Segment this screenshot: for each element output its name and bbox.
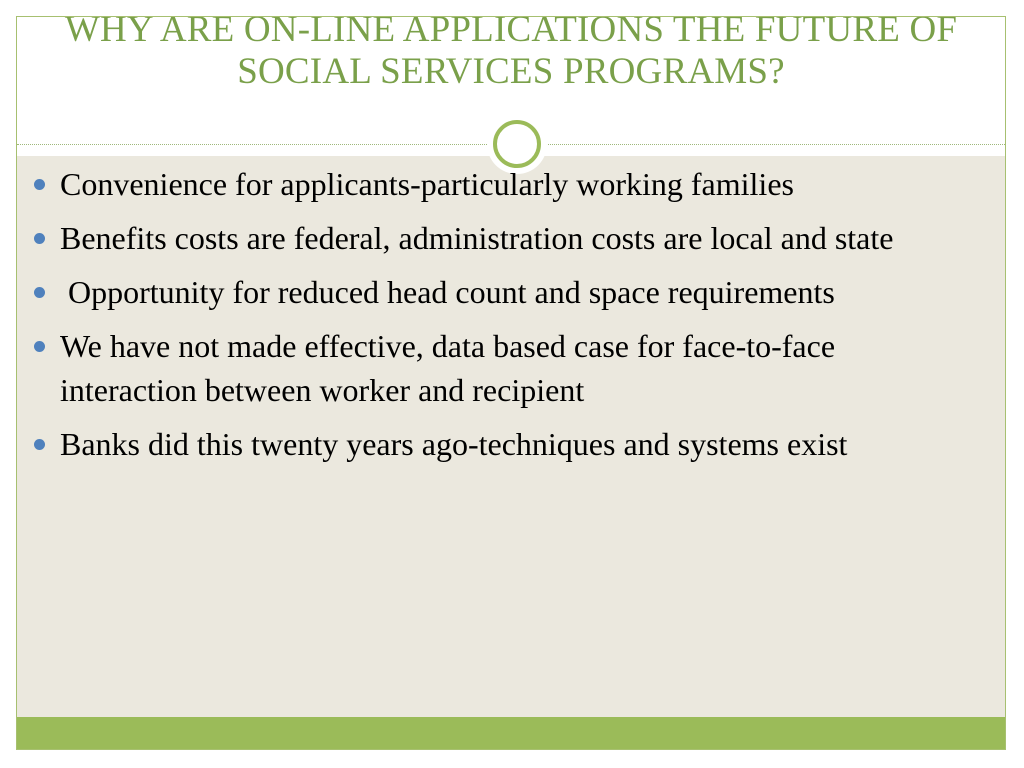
bullet-text: Convenience for applicants-particularly working families	[60, 166, 794, 202]
bullet-item	[34, 270, 979, 314]
slide-title: WHY ARE ON-LINE APPLICATIONS THE FUTURE OF SOCIAL SERVICES PROGRAMS?	[64, 16, 958, 92]
bullet-text: Banks did this twenty years ago-techniques and systems exist	[60, 426, 848, 462]
bullet-dot-icon	[34, 233, 45, 244]
circle-ornament-icon	[493, 120, 541, 168]
bullet-item	[34, 324, 979, 412]
bullet-dot-icon	[34, 439, 45, 450]
bullet-dot-icon	[34, 287, 45, 298]
footer-band	[17, 717, 1005, 750]
bullet-dot-icon	[34, 179, 45, 190]
bullet-text: We have not made effective, data based case for face-to-face interaction between worker and recipient	[60, 328, 844, 408]
bullet-text: Benefits costs are federal, administration costs are local and state	[60, 220, 894, 256]
bullet-item	[34, 216, 979, 260]
bullet-item	[34, 422, 979, 466]
bullet-dot-icon	[34, 341, 45, 352]
bullet-text: Opportunity for reduced head count and space requirements	[60, 274, 835, 310]
bullet-list	[34, 162, 979, 476]
bullet-item	[34, 162, 979, 206]
